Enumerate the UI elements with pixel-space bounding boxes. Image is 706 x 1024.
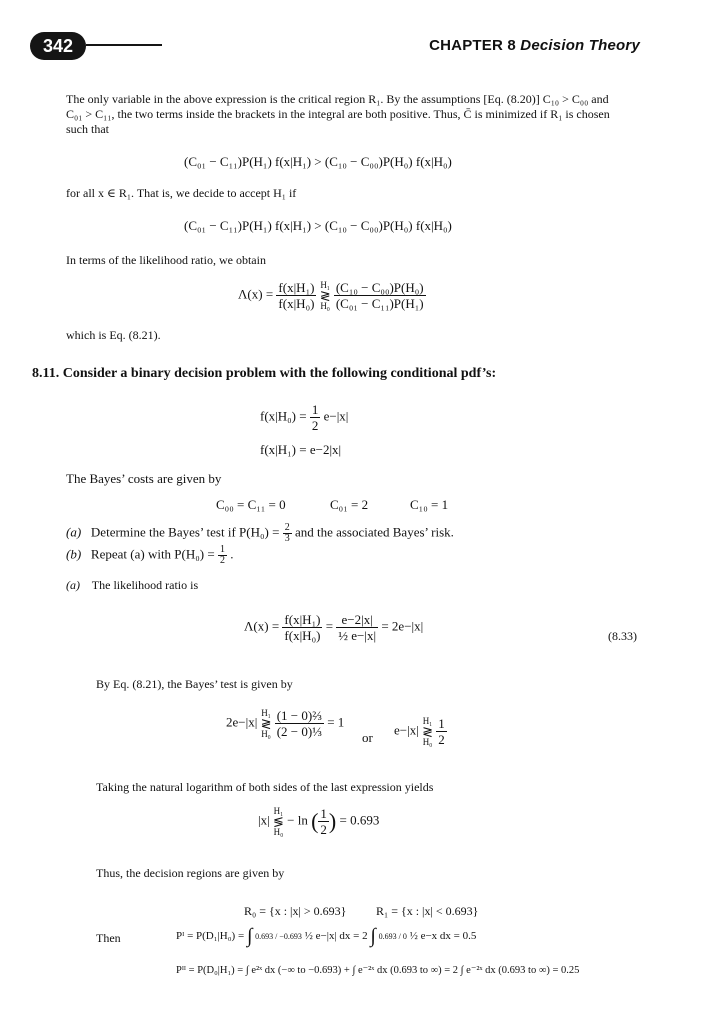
page-number-badge: 342 bbox=[30, 32, 86, 60]
test-h0-label-2: H₀ bbox=[422, 736, 433, 747]
pdf-h0-rhs: e−|x| bbox=[323, 408, 349, 424]
bayes-test-equation bbox=[226, 708, 344, 739]
pii-part3: ∫ e⁻²ˣ dx (0.693 to ∞) = 0.25 bbox=[460, 965, 580, 976]
test-decision-operator-2 bbox=[422, 717, 433, 747]
cost-c01: C₀₁ = 2 bbox=[330, 497, 369, 512]
equation-condition-2: (C₀₁ − C₁₁)P(H₁) f(x|H₁) > (C₁₀ − C₀₀)P(H₀) f(x|H₀) bbox=[184, 218, 452, 233]
lr2-num-2: e−2|x| bbox=[336, 612, 378, 628]
lr2-fraction-2 bbox=[336, 612, 378, 643]
part-b-post: . bbox=[230, 546, 234, 562]
test-op-symbol: ≷ bbox=[260, 715, 272, 731]
pdf-h0-fraction bbox=[310, 402, 321, 433]
test-den-2: 2 bbox=[438, 732, 445, 747]
lr2-fraction bbox=[282, 612, 322, 643]
pi-lim2: 0.693 / 0 bbox=[378, 932, 407, 942]
test-eq1: = 1 bbox=[327, 714, 345, 730]
lr2-lhs: Λ(x) = bbox=[244, 618, 280, 634]
lr-decision-operator bbox=[320, 281, 331, 311]
pi-body2: ½ e−x dx = 0.5 bbox=[409, 930, 477, 943]
lr-threshold-fraction bbox=[334, 280, 426, 311]
region-r0: R₀ = {x : |x| > 0.693} bbox=[244, 904, 347, 918]
likelihood-ratio-test bbox=[238, 280, 426, 311]
likelihood-intro-text: In terms of the likelihood ratio, we obtain bbox=[66, 253, 266, 267]
pdf-h1-equation: f(x|H₁) = e−2|x| bbox=[260, 442, 342, 457]
regions-intro: Thus, the decision regions are given by bbox=[96, 866, 285, 880]
ln-h1-label: H₁ bbox=[273, 805, 284, 816]
test-fraction-2 bbox=[436, 716, 447, 747]
lr-numerator: f(x|H₁) bbox=[278, 280, 315, 295]
then-label: Then bbox=[96, 931, 121, 945]
pdf-h0-lhs: f(x|H₀) = bbox=[260, 408, 307, 424]
test-num-2: 1 bbox=[438, 716, 445, 731]
test-num: (1 − 0)⅔ bbox=[276, 708, 322, 723]
test-lhs-2: e−|x| bbox=[394, 722, 419, 738]
part-a-den: 3 bbox=[284, 533, 290, 544]
lr-h1-label: H₁ bbox=[320, 279, 330, 290]
lr2-eq: = bbox=[325, 618, 334, 634]
ln-paren-open: ( bbox=[311, 808, 319, 834]
lr2-rhs: = 2e−|x| bbox=[381, 618, 424, 634]
bayes-test-alt bbox=[394, 716, 447, 747]
intro-accept-text: for all x ∈ R₁. That is, we decide to accept H₁ if bbox=[66, 186, 297, 200]
lr-lhs: Λ(x) = bbox=[238, 286, 274, 302]
ln-rhs: = 0.693 bbox=[339, 812, 380, 828]
part-a-num: 2 bbox=[284, 522, 290, 533]
bayes-costs-intro: The Bayes’ costs are given by bbox=[66, 471, 222, 486]
likelihood-ratio-833 bbox=[244, 612, 423, 643]
part-a-post: and the associated Bayes’ risk. bbox=[294, 524, 454, 540]
ln-den: 2 bbox=[320, 822, 327, 837]
ln-lhs: |x| bbox=[258, 812, 270, 828]
equation-condition-1: (C₀₁ − C₁₁)P(H₁) f(x|H₁) > (C₁₀ − C₀₀)P(H₀) f(x|H₀) bbox=[184, 154, 452, 169]
problem-statement: Consider a binary decision problem with the following conditional pdf’s: bbox=[62, 366, 497, 381]
false-alarm-prob bbox=[176, 925, 476, 948]
pdf-h0-den: 2 bbox=[311, 418, 319, 433]
solution-a-label: (a) bbox=[66, 578, 80, 592]
log-test-equation bbox=[258, 806, 379, 837]
pii-part2: ∫ e⁻²ˣ dx (0.693 to ∞) = 2 bbox=[352, 965, 459, 976]
lr2-den: f(x|H₀) bbox=[284, 628, 321, 643]
intro-line-3: such that bbox=[66, 122, 109, 136]
part-b-pre: Repeat (a) with P(H₀) = bbox=[90, 546, 215, 562]
cost-c00-c11: C₀₀ = C₁₁ = 0 bbox=[216, 497, 286, 512]
part-a-pre: Determine the Bayes’ test if P(H₀) = bbox=[90, 524, 280, 540]
lr2-num: f(x|H₁) bbox=[284, 612, 321, 627]
miss-prob bbox=[176, 964, 579, 976]
ln-paren-close: ) bbox=[328, 808, 337, 834]
lr-h0-label: H₀ bbox=[320, 300, 330, 311]
solution-a-intro bbox=[66, 578, 198, 593]
pi-int1: ∫ bbox=[246, 925, 253, 947]
lr2-den-2: ½ e−|x| bbox=[338, 628, 377, 643]
part-a-label: (a) bbox=[66, 524, 82, 540]
cost-c10: C₁₀ = 1 bbox=[410, 497, 449, 512]
part-b-num: 1 bbox=[219, 544, 225, 555]
pdf-h0-num: 1 bbox=[311, 402, 319, 417]
chapter-label: CHAPTER 8 bbox=[429, 37, 516, 54]
part-a-question bbox=[66, 523, 454, 544]
test-fraction bbox=[275, 708, 324, 739]
part-b-label: (b) bbox=[66, 546, 82, 562]
part-b-den: 2 bbox=[219, 555, 225, 566]
pi-lhs: Pᴵ = P(D₁|H₀) = bbox=[176, 930, 245, 943]
problem-number: 8.11. bbox=[32, 366, 60, 381]
lr-denominator: f(x|H₀) bbox=[278, 296, 315, 311]
intro-paragraph bbox=[66, 92, 646, 137]
test-h0-label: H₀ bbox=[261, 728, 271, 739]
test-den: (2 − 0)⅓ bbox=[276, 724, 322, 739]
intro-line-2: C₀₁ > C₁₁, the two terms inside the brackets in the integral are both positive. Thus, C̄ is minimized if R₁ is chosen bbox=[66, 107, 610, 121]
lr-fraction bbox=[276, 280, 316, 311]
test-h1-label-2: H₁ bbox=[422, 715, 433, 726]
log-intro-text: Taking the natural logarithm of both sides of the last expression yields bbox=[96, 780, 434, 794]
problem-heading bbox=[32, 366, 496, 382]
pii-lhs: Pᴵᴵ = P(D₀|H₁) = bbox=[176, 965, 244, 976]
test-or: or bbox=[362, 730, 373, 745]
lr-op-symbol: ≷ bbox=[319, 287, 331, 303]
lr-threshold-denominator: (C₀₁ − C₁₁)P(H₁) bbox=[335, 296, 424, 311]
bayes-test-intro: By Eq. (8.21), the Bayes’ test is given by bbox=[96, 677, 293, 691]
pi-body1: ½ e−|x| dx = 2 bbox=[304, 930, 368, 943]
part-b-question bbox=[66, 545, 233, 566]
test-h1-label: H₁ bbox=[261, 707, 271, 718]
chapter-title: Decision Theory bbox=[520, 37, 640, 54]
test-decision-operator bbox=[261, 709, 272, 739]
ln-op-symbol: ≶ bbox=[272, 813, 284, 829]
test-lhs: 2e−|x| bbox=[226, 714, 258, 730]
part-a-fraction bbox=[283, 523, 292, 544]
pii-part1: ∫ e²ˣ dx (−∞ to −0.693) + bbox=[245, 965, 350, 976]
pdf-h0-equation bbox=[260, 402, 348, 433]
chapter-header bbox=[429, 37, 640, 54]
ln-num: 1 bbox=[320, 806, 327, 821]
ln-decision-operator bbox=[273, 807, 284, 837]
intro-line-1: The only variable in the above expression is the critical region R₁. By the assumptions [Eq. (8.20)] C₁₀ > C₀₀ and bbox=[66, 92, 609, 106]
region-r1: R₁ = {x : |x| < 0.693} bbox=[376, 904, 479, 918]
pi-lim1: 0.693 / −0.693 bbox=[255, 932, 302, 942]
eq-reference-text: which is Eq. (8.21). bbox=[66, 328, 161, 342]
pi-int2: ∫ bbox=[370, 925, 376, 947]
test-op-symbol-2: ≷ bbox=[422, 723, 433, 739]
solution-a-text: The likelihood ratio is bbox=[91, 578, 199, 592]
equation-number-833: (8.33) bbox=[608, 629, 637, 643]
lr-threshold-numerator: (C₁₀ − C₀₀)P(H₀) bbox=[335, 280, 424, 295]
ln-mid: − ln bbox=[287, 812, 308, 828]
ln-h0-label: H₀ bbox=[273, 826, 284, 837]
header-rule bbox=[86, 44, 162, 46]
part-b-fraction bbox=[218, 545, 227, 566]
ln-fraction bbox=[318, 806, 329, 837]
